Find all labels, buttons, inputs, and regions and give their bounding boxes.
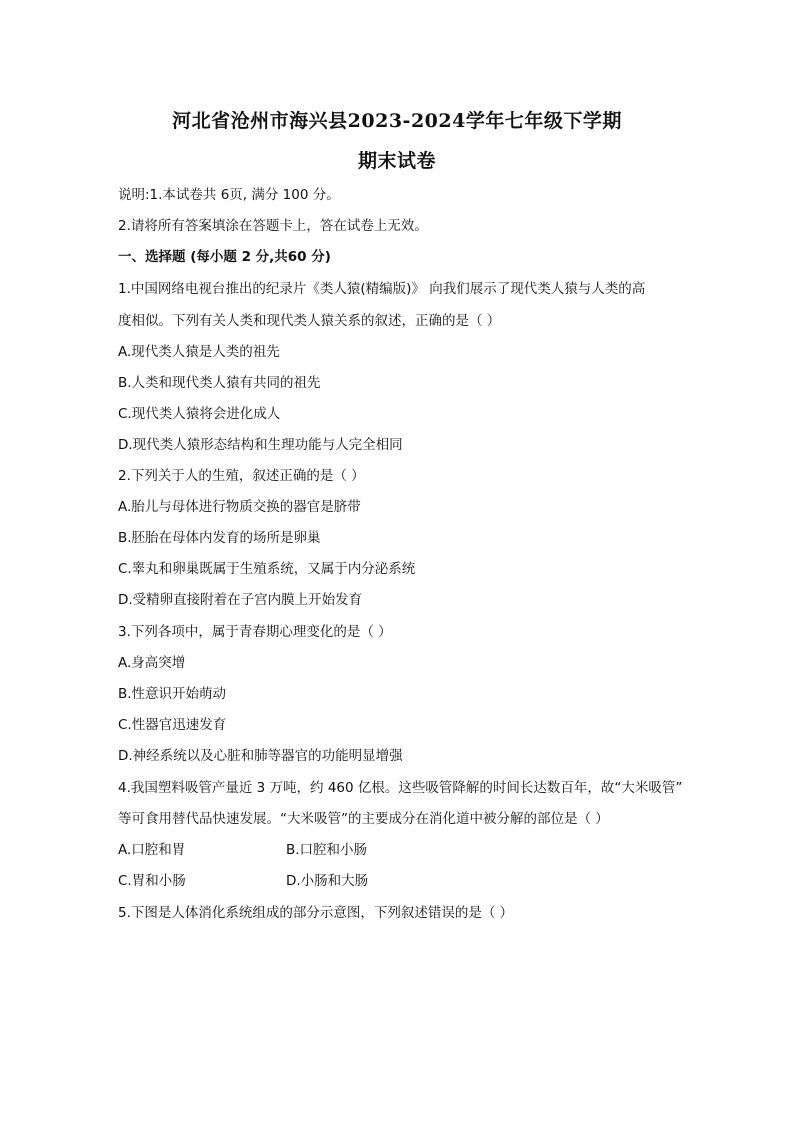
exam-title-line1: 河北省沧州市海兴县2023-2024学年七年级下学期 bbox=[172, 110, 622, 132]
q4-option-a: A.口腔和胃 bbox=[118, 842, 186, 858]
q4-option-d: D.小肠和大肠 bbox=[286, 873, 369, 889]
q3-option-a: A.身高突增 bbox=[118, 655, 186, 671]
q2-stem: 2.下列关于人的生殖，叙述正确的是（ ） bbox=[118, 468, 365, 484]
q3-option-b: B.性意识开始萌动 bbox=[118, 686, 227, 702]
section-heading-choice: 一、选择题 (每小题 2 分,共60 分) bbox=[118, 249, 331, 265]
q4-option-b: B.口腔和小肠 bbox=[286, 842, 368, 858]
q3-stem: 3.下列各项中，属于青春期心理变化的是（ ） bbox=[118, 624, 392, 640]
q1-stem-line2: 度相似。下列有关人类和现代类人猿关系的叙述，正确的是（ ） bbox=[118, 313, 501, 329]
exam-title-line2: 期末试卷 bbox=[357, 150, 436, 172]
q2-option-b: B.胚胎在母体内发育的场所是卵巢 bbox=[118, 530, 321, 546]
q3-option-c: C.性器官迅速发育 bbox=[118, 717, 227, 733]
q2-option-a: A.胎儿与母体进行物质交换的器官是脐带 bbox=[118, 499, 361, 515]
q4-option-c: C.胃和小肠 bbox=[118, 873, 186, 889]
instruction-1: 说明:1.本试卷共 6页, 满分 100 分。 bbox=[118, 187, 340, 203]
q3-option-d: D.神经系统以及心脏和肺等器官的功能明显增强 bbox=[118, 748, 403, 764]
instruction-2: 2.请将所有答案填涂在答题卡上，答在试卷上无效。 bbox=[118, 218, 428, 234]
q1-option-b: B.人类和现代类人猿有共同的祖先 bbox=[118, 375, 321, 391]
q4-stem-line1: 4.我国塑料吸管产量近 3 万吨，约 460 亿根。这些吸管降解的时间长达数百年，故“大米吸管” bbox=[118, 780, 683, 796]
q2-option-d: D.受精卵直接附着在子宫内膜上开始发育 bbox=[118, 592, 363, 608]
q2-option-c: C.睾丸和卵巢既属于生殖系统，又属于内分泌系统 bbox=[118, 561, 416, 577]
q1-option-d: D.现代类人猿形态结构和生理功能与人完全相同 bbox=[118, 437, 403, 453]
q1-option-c: C.现代类人猿将会进化成人 bbox=[118, 406, 281, 422]
q1-stem-line1: 1.中国网络电视台推出的纪录片《类人猿(精编版)》 向我们展示了现代类人猿与人类的高 bbox=[118, 281, 646, 297]
q4-stem-line2: 等可食用替代品快速发展。“大米吸管”的主要成分在消化道中被分解的部位是（ ） bbox=[118, 811, 609, 827]
q5-stem: 5.下图是人体消化系统组成的部分示意图，下列叙述错误的是（ ） bbox=[118, 905, 514, 921]
q1-option-a: A.现代类人猿是人类的祖先 bbox=[118, 344, 280, 360]
